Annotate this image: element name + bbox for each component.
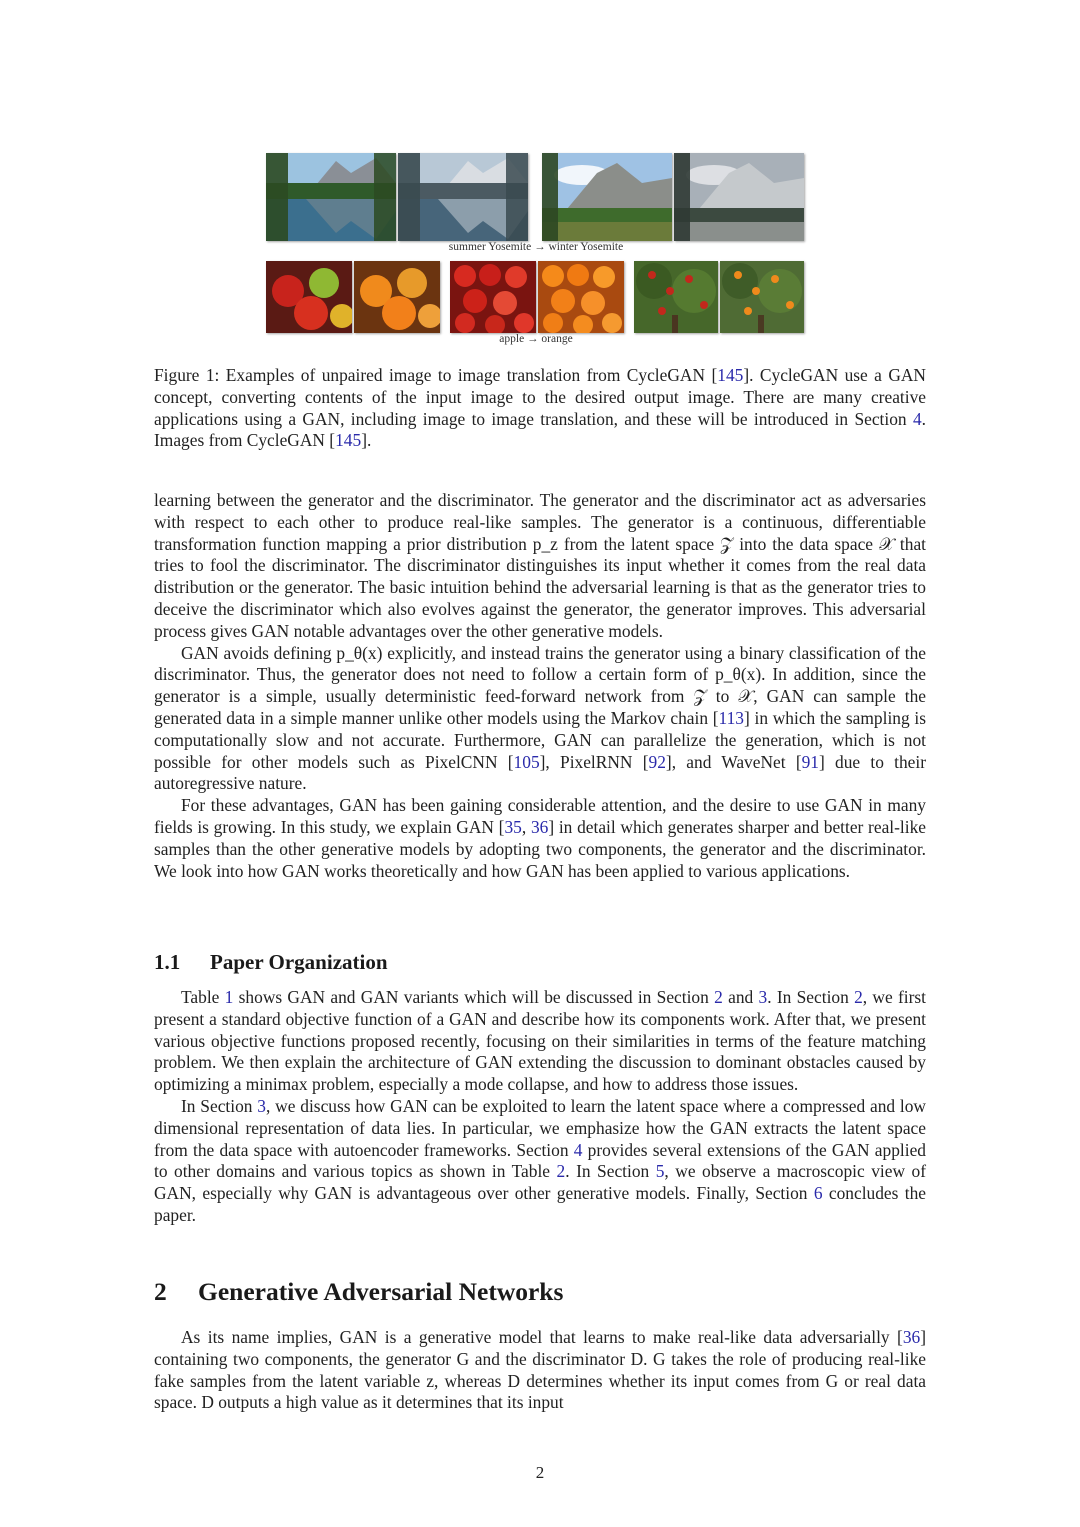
section-2-text bbox=[154, 1327, 926, 1414]
summer-yosemite-image-a bbox=[266, 153, 396, 241]
yosemite-caption: summer Yosemite → winter Yosemite bbox=[448, 241, 624, 253]
table-link[interactable]: 2 bbox=[556, 1161, 566, 1182]
section-link[interactable]: 4 bbox=[912, 408, 922, 429]
apple-orange-image-row bbox=[266, 261, 806, 333]
apple-image-a bbox=[266, 261, 352, 333]
section-link[interactable]: 5 bbox=[655, 1161, 665, 1182]
figure-label: Figure 1: bbox=[154, 365, 220, 385]
apple-orange-caption: apple → orange bbox=[499, 333, 573, 345]
yosemite-image-row bbox=[266, 153, 806, 241]
orange-tree-image bbox=[720, 261, 804, 333]
apple-image-b bbox=[450, 261, 536, 333]
citation-link[interactable]: 113 bbox=[718, 707, 744, 728]
section-link[interactable]: 3 bbox=[257, 1095, 266, 1116]
table-link[interactable]: 1 bbox=[224, 987, 234, 1007]
summer-yosemite-image-b bbox=[542, 153, 672, 241]
figure-caption: Figure 1: Examples of unpaired image to image translation from CycleGAN [145]. CycleGAN use a GAN concept, converting contents of the input image to the desired output image. There are many creative applications using a GAN, including image to image translation, and these will be introduced in Section 4. Images from CycleGAN [145]. bbox=[154, 365, 926, 451]
paragraph: For these advantages, GAN has been gaining considerable attention, and the desire to use GAN in many fields is growing. In this study, we explain GAN [35, 36] in detail which generates sharper and better real-like samples than the other generative models by adopting two components, the generator and the discriminator. We look into how GAN works theoretically and how GAN has been applied to various applications. bbox=[154, 795, 926, 881]
section-heading-1-1 bbox=[154, 950, 388, 975]
paragraph: Table 1 shows GAN and GAN variants which will be discussed in Section 2 and 3. In Section 2, we first present a standard objective function of a GAN and describe how its components work. After that, we present various objective functions proposed recently, focusing on their similarities in terms of the feature matching problem. We then explain the architecture of GAN extending the discussion to dominant obstacles caused by optimizing a minimax problem, especially a mode collapse, and how to address those issues. bbox=[154, 987, 926, 1095]
section-heading-2 bbox=[154, 1277, 563, 1307]
paragraph: GAN avoids defining p_θ(x) explicitly, and instead trains the generator using a binary classification of the discriminator. Thus, the generator does not need to follow a certain form of p_θ(x). In addition, since the generator is a simple, usually deterministic feed-forward network from 𝒵 to 𝒳, GAN can sample the generated data in a simple manner unlike other models using the Markov chain [113] in which the sampling is computationally slow and not accurate. Furthermore, GAN can parallelize the generation, which is not possible for other models such as PixelCNN [105], PixelRNN [92], and WaveNet [91] due to their autoregressive nature. bbox=[154, 642, 927, 794]
orange-image-b bbox=[538, 261, 624, 333]
section-number: 1.1 bbox=[154, 950, 181, 974]
paragraph: In Section 3, we discuss how GAN can be exploited to learn the latent space where a compressed and low dimensional representation of data lies. In particular, we emphasize how the GAN extracts the latent space from the data space with autoencoder frameworks. Section 4 provides several extensions of the GAN applied to other domains and various topics as shown in Table 2. In Section 5, we observe a macroscopic view of GAN, especially why GAN is advantageous over other generative models. Finally, Section 6 concludes the paper. bbox=[154, 1095, 927, 1225]
section-title: Generative Adversarial Networks bbox=[198, 1277, 564, 1306]
page-number: 2 bbox=[535, 1463, 545, 1482]
section-title: Paper Organization bbox=[210, 950, 388, 974]
citation-link[interactable]: 91 bbox=[801, 751, 819, 772]
section-link[interactable]: 6 bbox=[813, 1183, 823, 1204]
winter-yosemite-image-b bbox=[674, 153, 804, 241]
citation-link[interactable]: 92 bbox=[648, 751, 666, 772]
citation-link[interactable]: 35 bbox=[504, 816, 522, 837]
paragraph: As its name implies, GAN is a generative model that learns to make real-like data adversarially [36] containing two components, the generator G and the discriminator D. G takes the role of producing real-like fake samples from the latent variable z, whereas D determines whether its input comes from G or real data space. D outputs a high value as it determines that its input bbox=[154, 1327, 926, 1413]
section-link[interactable]: 4 bbox=[573, 1139, 583, 1160]
section-1-1-text bbox=[154, 987, 926, 1227]
section-link[interactable]: 2 bbox=[854, 987, 863, 1007]
section-link[interactable]: 3 bbox=[758, 987, 768, 1007]
citation-link[interactable]: 105 bbox=[513, 751, 540, 772]
section-number: 2 bbox=[154, 1277, 167, 1306]
citation-link[interactable]: 145 bbox=[717, 365, 744, 385]
citation-link[interactable]: 145 bbox=[335, 430, 362, 451]
apple-tree-image bbox=[634, 261, 718, 333]
section-link[interactable]: 2 bbox=[714, 987, 723, 1007]
intro-text bbox=[154, 490, 926, 882]
orange-image-a bbox=[354, 261, 440, 333]
paragraph: learning between the generator and the discriminator. The generator and the discriminator act as adversaries with respect to each other to produce real-like samples. The generator is a continuous, differentiable transformation function mapping a prior distribution p_z from the latent space 𝒵 into the data space 𝒳 that tries to fool the discriminator. The discriminator distinguishes its input whether it comes from the real data distribution or the generator. The basic intuition behind the adversarial learning is that as the generator tries to deceive the discriminator which also evolves against the generator, the generator improves. This adversarial process gives GAN notable advantages over the other generative models. bbox=[154, 490, 926, 641]
citation-link[interactable]: 36 bbox=[530, 816, 549, 837]
citation-link[interactable]: 36 bbox=[902, 1327, 921, 1347]
winter-yosemite-image-a bbox=[398, 153, 528, 241]
